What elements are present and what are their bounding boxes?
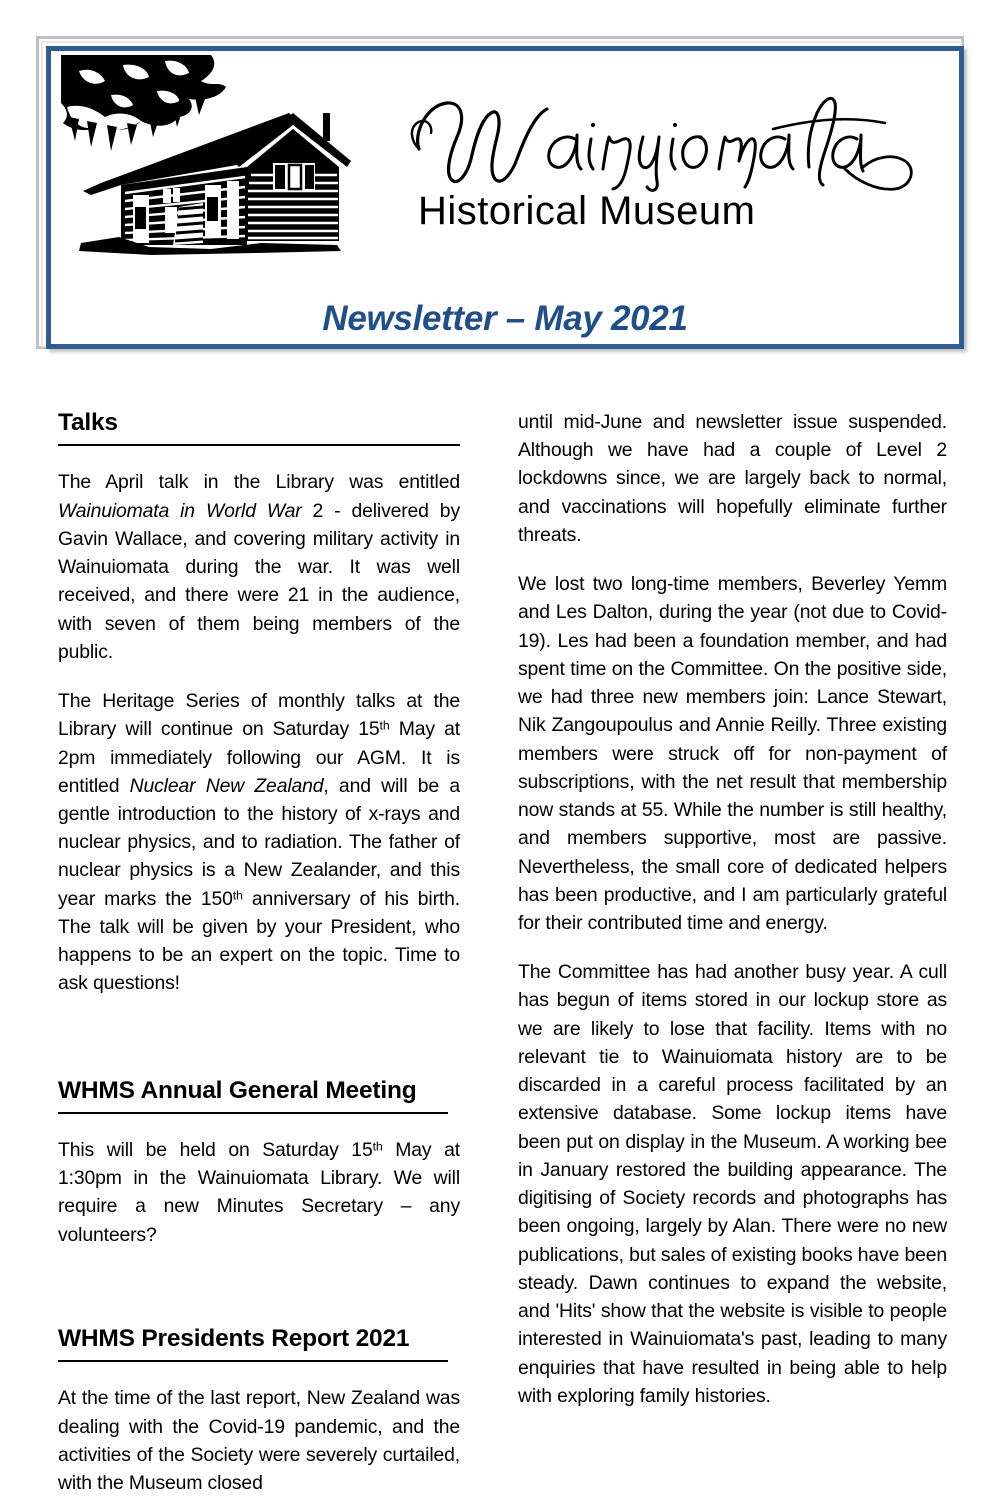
paragraph: until mid-June and newsletter issue suspended. Although we have had a couple of Level 2 lockdowns since, we are largely back to normal, and vaccinations will hopefully eliminate further threats. — [518, 411, 947, 546]
paragraph: At the time of the last report, New Zealand was dealing with the Covid-19 pandemic, and the activities of the Society were severely curtailed, with the Museum closed — [58, 1387, 460, 1495]
museum-building-illustration-icon — [61, 55, 391, 270]
paragraph: The April talk in the Library was entitled Wainuiomata in World War 2 - delivered by Gavin Wallace, and covering military activity in Wainuiomata during the war. It was well received, and there were 21 in the audience, with seven of them being members of the public. — [58, 471, 460, 663]
paragraph: The Heritage Series of monthly talks at the Library will continue on Saturday 15th May at 2pm immediately following our AGM. It is entitled Nuclear New Zealand, and will be a gentle introduction to the history of x-rays and nuclear physics, and to radiation. The father of nuclear physics is a New Zealander, and this year marks the 150th anniversary of his birth. The talk will be given by your President, who happens to be an expert on the topic. Time to ask questions! — [58, 690, 460, 995]
masthead-blue-frame — [46, 46, 964, 349]
right-column — [500, 408, 1000, 1497]
heading-text: WHMS Presidents Report 2021 — [58, 1324, 410, 1352]
museum-subtitle: Historical Museum — [418, 189, 756, 233]
paragraph: We lost two long-time members, Beverley Yemm and Les Dalton, during the year (not due to Covid-19). Les had been a foundation member, and had spent time on the Committee. On the positive side, we had three new members join: Lance Stewart, Nik Zangoupoulus and Annie Reilly. Three existing members were struck off for non-payment of subscriptions, with the net result that membership now stands at 55. While the number is still healthy, and members supportive, most are passive. Nevertheless, the small core of dedicated helpers has been productive, and I am particularly grateful for their contributed time and energy. — [518, 573, 947, 934]
museum-script-wordmark — [405, 93, 945, 193]
masthead-inner — [51, 51, 959, 344]
section-spacer — [58, 1019, 460, 1076]
paragraph: This will be held on Saturday 15th May at 1:30pm in the Wainuiomata Library. We will require a new Minutes Secretary – any volunteers? — [58, 1139, 461, 1246]
paragraph: The Committee has had another busy year. A cull has begun of items stored in our lockup store as we are likely to lose that facility. Items with no relevant tie to Wainuiomata history are to be discarded in a careful process facilitated by an extensive database. Some lockup items have been put on display in the Museum. A working bee in January restored the building appearance. The digitising of Society records and photographs has been ongoing, largely by Alan. There were no new publications, but sales of existing books have been steady. Dawn continues to expand the website, and 'Hits' show that the website is visible to people interested in Wainuiomata's past, leading to many enquiries that have resulted in being able to help with exploring family histories. — [518, 961, 947, 1407]
section-spacer — [58, 1270, 460, 1324]
section-heading-agm — [58, 1076, 448, 1114]
section-heading-talks — [58, 408, 460, 446]
heading-text: Talks — [58, 409, 118, 436]
heading-text: WHMS Annual General Meeting — [58, 1076, 417, 1104]
italic-title: Nuclear New Zealand — [129, 774, 324, 797]
ordinal-suffix: th — [232, 888, 243, 903]
left-column — [0, 408, 500, 1497]
ordinal-suffix: th — [379, 718, 390, 733]
ordinal-suffix: th — [372, 1139, 383, 1154]
italic-title: Wainuiomata in World War — [58, 499, 302, 522]
newsletter-body — [0, 408, 1000, 1497]
newsletter-title: Newsletter – May 2021 — [322, 299, 688, 338]
masthead — [30, 30, 970, 355]
section-heading-presidents-report — [58, 1324, 448, 1362]
